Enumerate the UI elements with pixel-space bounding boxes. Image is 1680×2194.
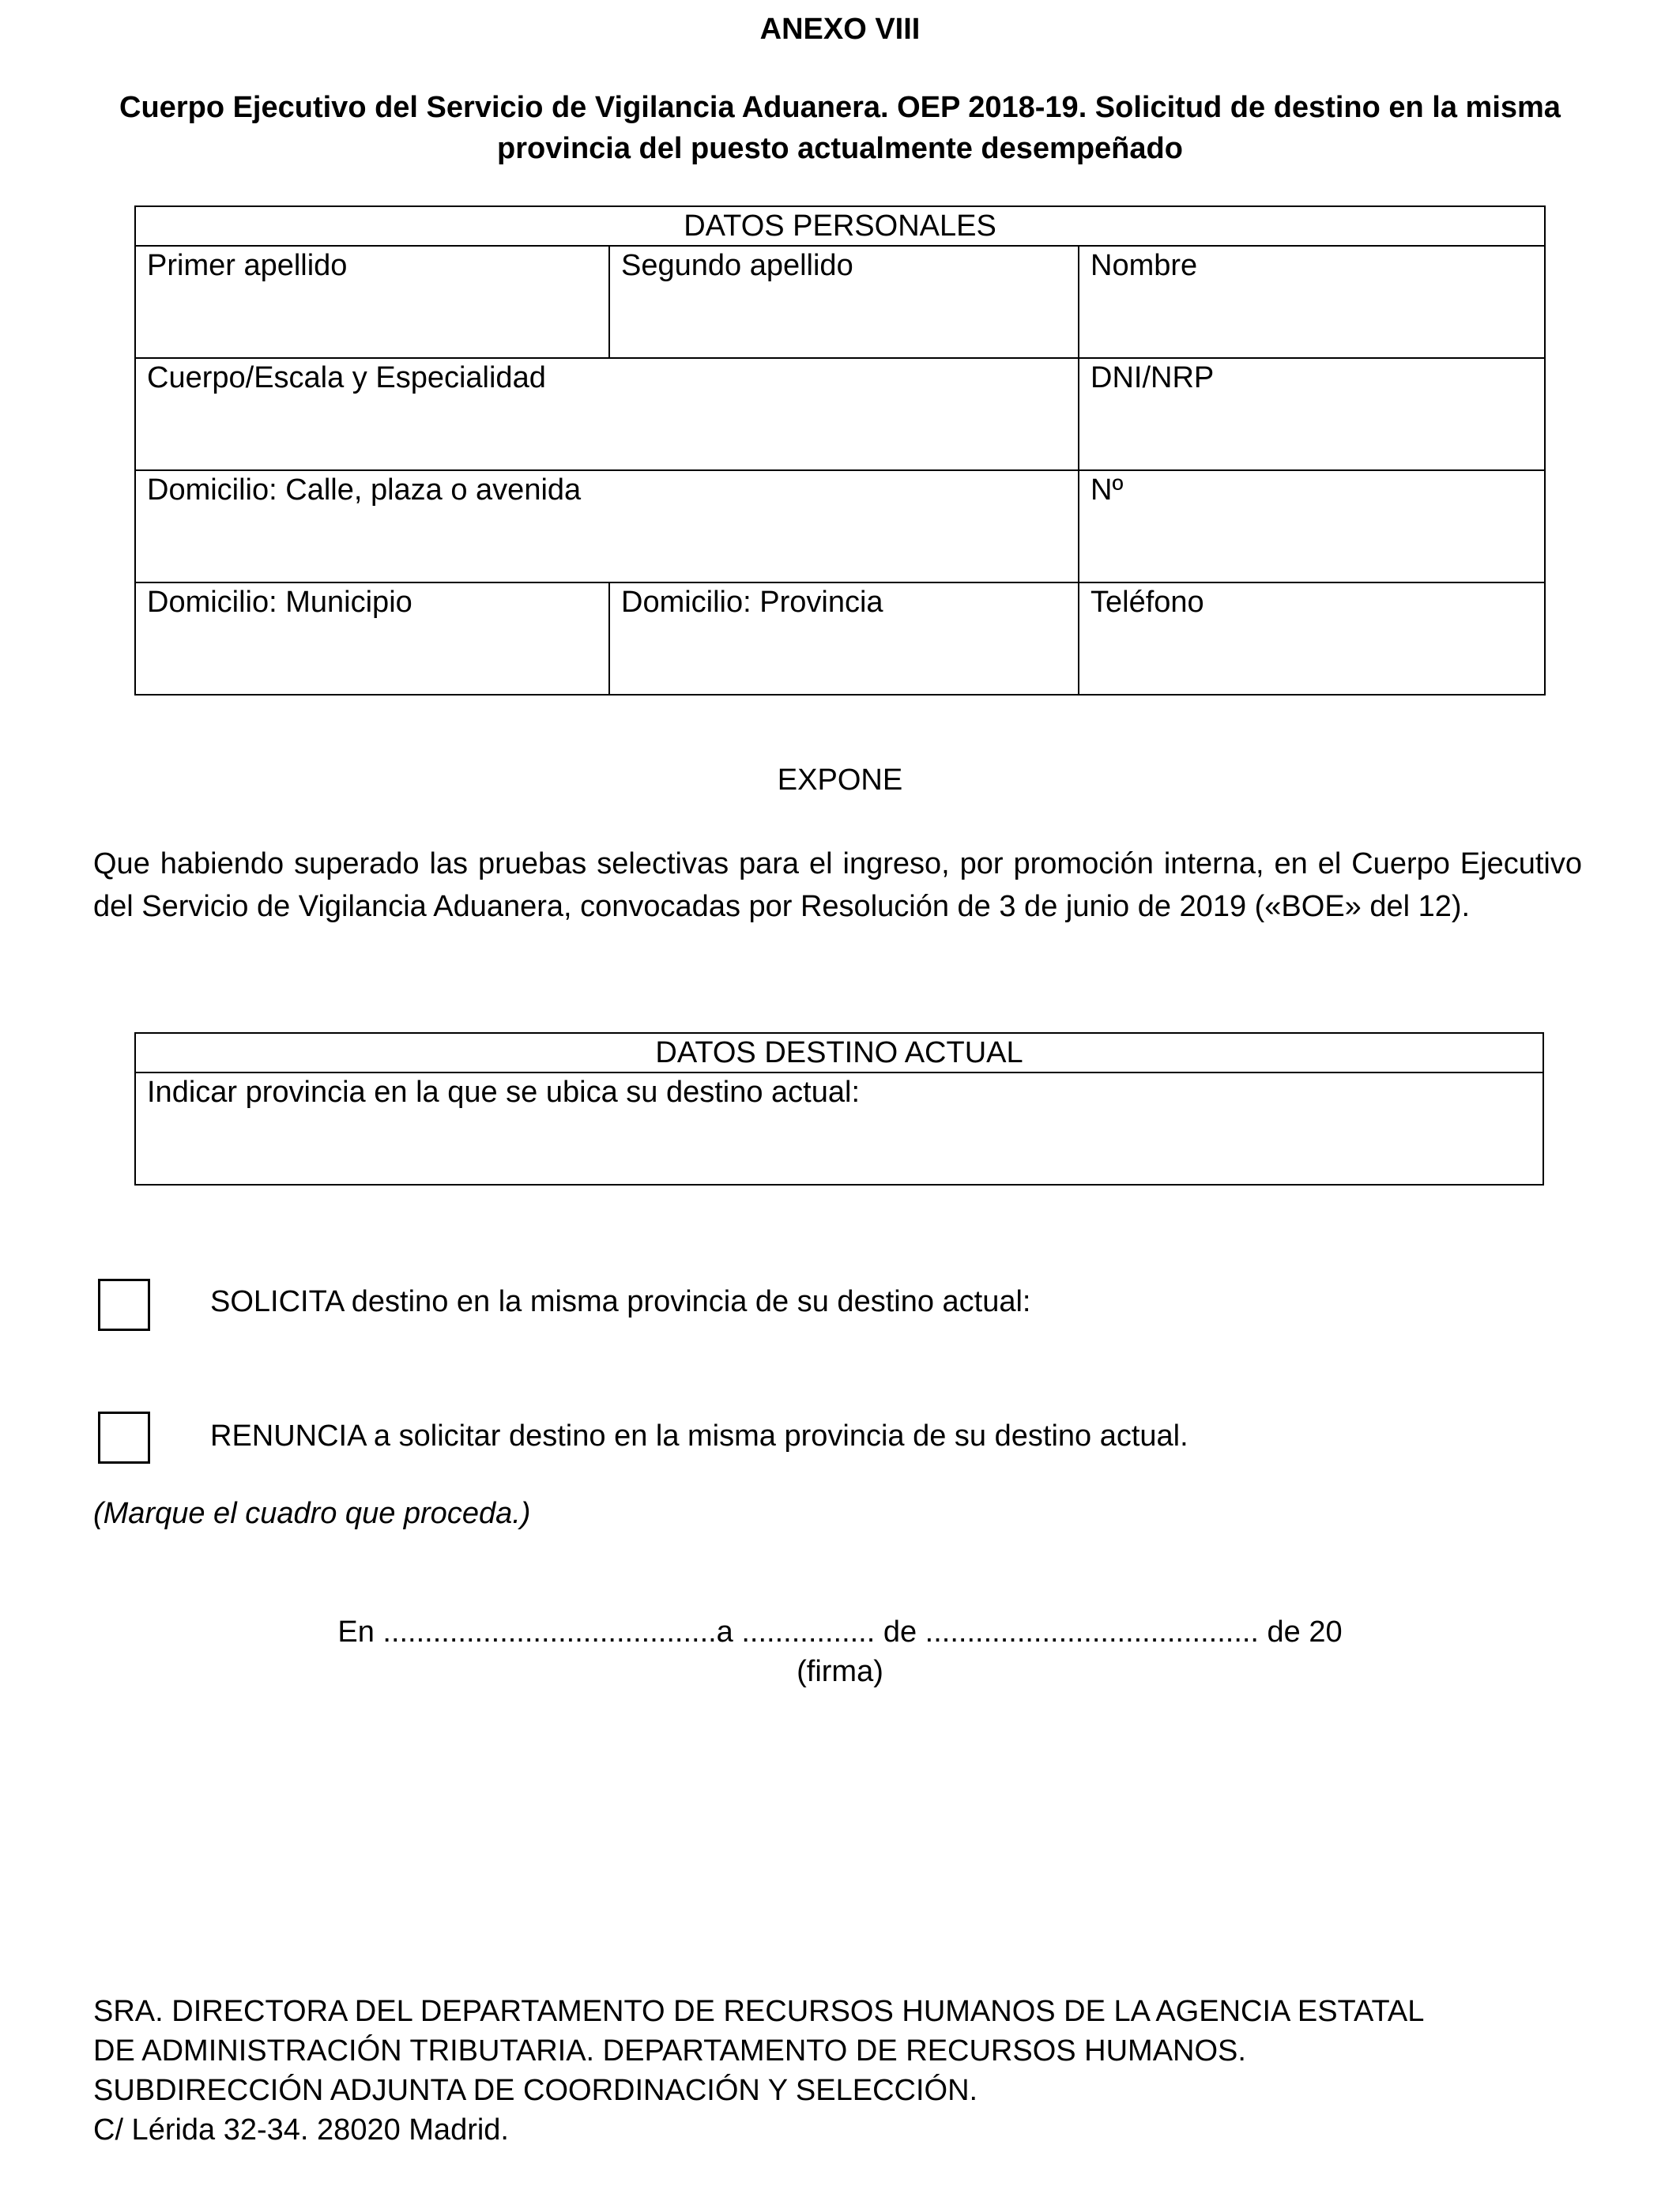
request-checkbox[interactable] bbox=[98, 1279, 150, 1331]
current-destination-field[interactable] bbox=[135, 1072, 1543, 1185]
addressee-line-1: SRA. DIRECTORA DEL DEPARTAMENTO DE RECURSOS HUMANOS DE LA AGENCIA ESTATAL bbox=[93, 1995, 1425, 2028]
name-label: Nombre bbox=[1090, 249, 1198, 282]
corps-field[interactable] bbox=[135, 358, 1079, 470]
personal-data-heading: DATOS PERSONALES bbox=[135, 206, 1545, 246]
phone-field[interactable] bbox=[1079, 582, 1545, 695]
addressee-line-3: SUBDIRECCIÓN ADJUNTA DE COORDINACIÓN Y SELECCIÓN. bbox=[93, 2074, 978, 2107]
addressee-line-2: DE ADMINISTRACIÓN TRIBUTARIA. DEPARTAMENTO DE RECURSOS HUMANOS. bbox=[93, 2034, 1246, 2068]
signature-label: (firma) bbox=[797, 1655, 883, 1688]
instruction-note: (Marque el cuadro que proceda.) bbox=[93, 1497, 531, 1530]
annex-title: ANEXO VIII bbox=[759, 13, 921, 46]
expone-text: Que habiendo superado las pruebas selectivas para el ingreso, por promoción interna, en el Cuerpo Ejecutivo del Servicio de Vigilancia Aduanera, convocadas por Resolución de 3 de junio de 2019 («BOE» del 12). bbox=[93, 847, 1582, 923]
first-surname-field[interactable] bbox=[135, 246, 609, 358]
document-title: Cuerpo Ejecutivo del Servicio de Vigilancia Aduanera. OEP 2018-19. Solicitud de destino en la misma provincia del puesto actualmente desempeñado bbox=[119, 91, 1561, 165]
number-label: Nº bbox=[1090, 473, 1124, 507]
province-label: Domicilio: Provincia bbox=[621, 586, 883, 619]
addressee-line-4: C/ Lérida 32-34. 28020 Madrid. bbox=[93, 2113, 509, 2147]
waive-checkbox[interactable] bbox=[98, 1412, 150, 1464]
dni-label: DNI/NRP bbox=[1090, 361, 1215, 394]
street-label: Domicilio: Calle, plaza o avenida bbox=[147, 473, 582, 507]
expone-heading: EXPONE bbox=[777, 763, 903, 797]
date-place-line[interactable]: En ........................................a ................ de ........................................ de 20 bbox=[337, 1615, 1343, 1649]
current-destination-heading: DATOS DESTINO ACTUAL bbox=[135, 1033, 1543, 1072]
street-field[interactable] bbox=[135, 470, 1079, 582]
personal-data-table bbox=[134, 205, 1546, 696]
name-field[interactable] bbox=[1079, 246, 1545, 358]
province-field[interactable] bbox=[609, 582, 1079, 695]
municipality-label: Domicilio: Municipio bbox=[147, 586, 412, 619]
second-surname-field[interactable] bbox=[609, 246, 1079, 358]
addressee-block bbox=[93, 1992, 1424, 2150]
signature-block bbox=[0, 1612, 1680, 1691]
waive-option-label: RENUNCIA a solicitar destino en la misma provincia de su destino actual. bbox=[210, 1419, 1188, 1453]
corps-label: Cuerpo/Escala y Especialidad bbox=[147, 361, 546, 394]
dni-field[interactable] bbox=[1079, 358, 1545, 470]
current-destination-label: Indicar provincia en la que se ubica su destino actual: bbox=[147, 1076, 860, 1109]
municipality-field[interactable] bbox=[135, 582, 609, 695]
number-field[interactable] bbox=[1079, 470, 1545, 582]
first-surname-label: Primer apellido bbox=[147, 249, 348, 282]
request-option-label: SOLICITA destino en la misma provincia de su destino actual: bbox=[210, 1285, 1031, 1318]
second-surname-label: Segundo apellido bbox=[621, 249, 853, 282]
current-destination-table bbox=[134, 1032, 1544, 1186]
phone-label: Teléfono bbox=[1090, 586, 1204, 619]
